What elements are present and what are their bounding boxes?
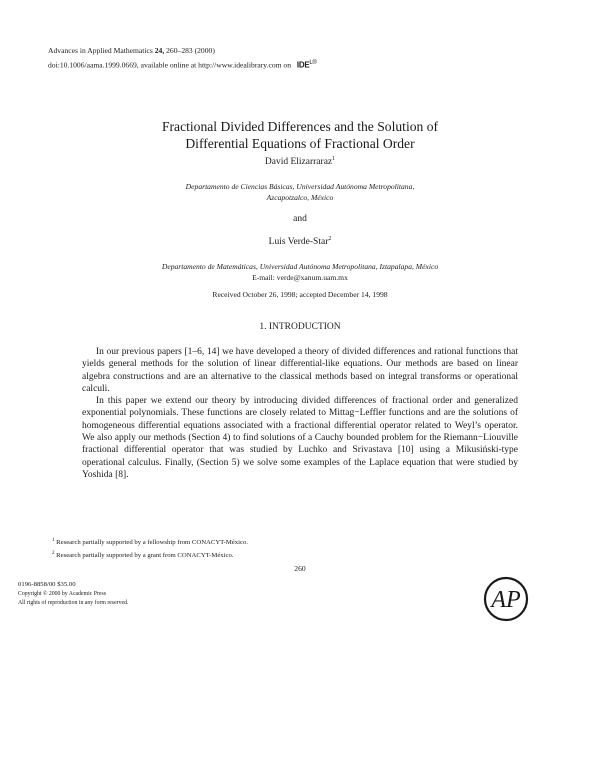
footnote-2-mark: 2 xyxy=(52,550,55,556)
ideal-logo-text: IDE xyxy=(296,60,310,70)
doi-line xyxy=(48,58,317,71)
pub-rights: All rights of reproduction in any form reserved. xyxy=(18,600,129,606)
author-2-mark: 2 xyxy=(328,236,332,242)
page-number: 260 xyxy=(294,564,306,573)
doi-text: doi:10.1006/aama.1999.0669, available online at http://www.idealibrary.com on xyxy=(48,60,292,70)
affiliation-1-line-1: Departamento de Ciencias Básicas, Universidad Autónoma Metropolitana, xyxy=(185,182,415,191)
paragraph-2: In this paper we extend our theory by introducing divided differences of fractional order and generalized exponential polynomials. These functions are closely related to Mittag−Leffler functions and are the solutions of homogeneous differential equations associated with a fractional differential operator related to Weyl’s operator. We also apply our methods (Section 4) to find solutions of a Cauchy bounded problem for the Riemann−Liouville fractional differential operator that was studied by Luchko and Srivastava [10] using a Mikusiński-type operational calculus. Finally, (Section 5) we solve some examples of the Laplace equation that were studied by Yoshida [8]. xyxy=(82,396,518,480)
author-email: E-mail: verde@xanum.uam.mx xyxy=(252,273,348,282)
footnote-1-mark: 1 xyxy=(52,538,55,543)
footnotes xyxy=(52,536,248,561)
paper-title xyxy=(0,118,600,152)
footnote-2 xyxy=(52,549,248,562)
ideal-logo xyxy=(297,58,317,71)
pub-copyright: Copyright © 2000 by Academic Press xyxy=(18,590,106,597)
affiliation-2-line-1: Departamento de Matemáticas, Universidad Autónoma Metropolitana, Iztapalapa, México xyxy=(161,262,439,271)
author-1-mark: 1 xyxy=(332,156,336,162)
title-line-1: Fractional Divided Differences and the Solution of xyxy=(161,119,439,134)
logo-letters: AP xyxy=(491,587,521,613)
author-2-name: Luis Verde-Star xyxy=(268,237,329,248)
ideal-logo-sup: L® xyxy=(309,60,317,66)
received-dates: Received October 26, 1998; accepted December 14, 1998 xyxy=(212,290,388,299)
section-heading: 1. INTRODUCTION xyxy=(259,322,341,332)
author-1 xyxy=(0,156,600,167)
footnote-2-text: Research partially supported by a grant from CONACYT-México. xyxy=(56,551,234,559)
title-line-2: Differential Equations of Fractional Order xyxy=(185,136,415,151)
author-1-name: David Elizarraraz xyxy=(264,157,333,168)
footnote-1-text: Research partially supported by a fellowship from CONACYT-México. xyxy=(56,539,248,547)
affiliation-1-line-2: Azcapotzalco, México xyxy=(266,193,334,202)
journal-header xyxy=(48,46,215,56)
affiliation-2 xyxy=(0,261,600,283)
pub-code: 0196-8858/00 $35.00 xyxy=(18,581,76,588)
footnote-1 xyxy=(52,536,248,549)
journal-name: Advances in Applied Mathematics xyxy=(48,46,153,55)
academic-press-logo xyxy=(480,576,532,622)
and-separator: and xyxy=(293,214,307,224)
affiliation-1 xyxy=(0,181,600,203)
author-2 xyxy=(0,236,600,247)
publication-info xyxy=(18,580,128,609)
journal-volume: 24, xyxy=(154,46,165,55)
journal-pages: 260–283 (2000) xyxy=(166,46,215,55)
introduction-body xyxy=(82,346,518,481)
paragraph-1: In our previous papers [1–6, 14] we have developed a theory of divided differences and rational functions that yields general methods for the solution of linear differential-like equations. Our methods are based on linear algebra constructions and are an alternative to the classical methods based on integral transforms or operational calculi. xyxy=(82,347,518,394)
